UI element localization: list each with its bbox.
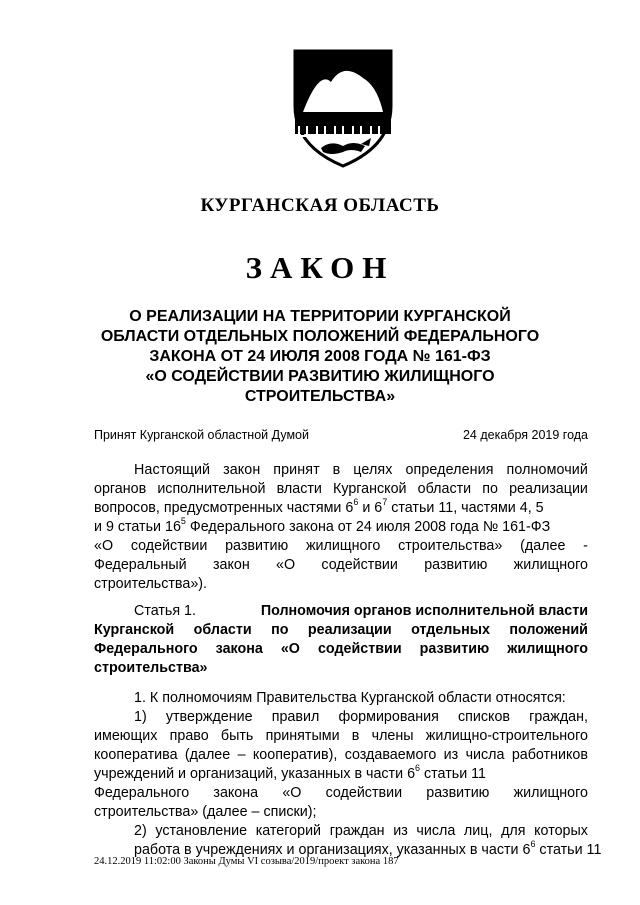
law-title (70, 307, 570, 407)
text-line: имеющих право быть принятыми в члены жилищно-строительного (94, 728, 588, 744)
text-line: строительства» (далее – списки); (94, 804, 317, 820)
adoption-date: 24 декабря 2019 года (462, 428, 588, 442)
article-1-heading (94, 602, 588, 678)
text-line: Федеральный закон «О содействии развитию жилищного (94, 557, 588, 573)
text-line: строительства»). (94, 576, 208, 592)
kurgan-coat-of-arms-icon (291, 48, 395, 170)
adopted-by: Принят Курганской областной Думой (94, 428, 309, 442)
text-line: вопросов, предусмотренных частями $6^6$ и $6^7$ статьи 11, частями 4, 5 (94, 497, 544, 516)
article-title-line: Федерального закона «О содействии развитию жилищного (94, 641, 588, 657)
text-line: органов исполнительной власти Курганской области по реализации (94, 481, 588, 497)
text-line: работа в учреждениях и организациях, указанных в части $6^6$ статьи 11 (134, 839, 602, 858)
text-line: «О содействии развитию жилищного строительства» (далее - (94, 538, 588, 554)
text-line: и 9 статьи $16^5$ Федерального закона от 24 июля 2008 года № 161-ФЗ (94, 516, 551, 535)
region-heading: КУРГАНСКАЯ ОБЛАСТЬ (200, 195, 440, 216)
law-title-line: ОБЛАСТИ ОТДЕЛЬНЫХ ПОЛОЖЕНИЙ ФЕДЕРАЛЬНОГО (100, 328, 540, 345)
law-title-line: «О СОДЕЙСТВИИ РАЗВИТИЮ ЖИЛИЩНОГО (145, 368, 495, 385)
law-title-line: О РЕАЛИЗАЦИИ НА ТЕРРИТОРИИ КУРГАНСКОЙ (129, 308, 511, 325)
article-title-line: строительства» (94, 660, 208, 676)
text-line: Федерального закона «О содействии развитию жилищного (94, 785, 588, 801)
document-footer: 24.12.2019 11:02:00 Законы Думы VI созыва/2019/проект закона 187 (94, 856, 399, 867)
law-heading: ЗАКОН (245, 250, 395, 285)
text-line: кооператива (далее – кооператив), создаваемого из числа работников (94, 747, 588, 763)
article-number: Статья 1. (134, 603, 196, 619)
article-title-line: Курганской области по реализации отдельных положений (94, 622, 588, 638)
text-line: 2) установление категорий граждан из числа лиц, для которых (134, 823, 588, 839)
article-1-body (94, 689, 602, 860)
law-title-line: СТРОИТЕЛЬСТВА» (244, 388, 396, 405)
law-title-line: ЗАКОНА ОТ 24 ИЮЛЯ 2008 ГОДА № 161-ФЗ (149, 348, 491, 365)
text-line: 1. К полномочиям Правительства Курганской области относятся: (134, 690, 566, 706)
text-line: Настоящий закон принят в целях определения полномочий (134, 462, 588, 478)
preamble-paragraph (94, 461, 588, 594)
text-line: 1) утверждение правил формирования списков граждан, (134, 709, 588, 725)
text-line: учреждений и организаций, указанных в части $6^6$ статьи 11 (94, 763, 486, 782)
article-title-line: Полномочия органов исполнительной власти (260, 603, 588, 619)
